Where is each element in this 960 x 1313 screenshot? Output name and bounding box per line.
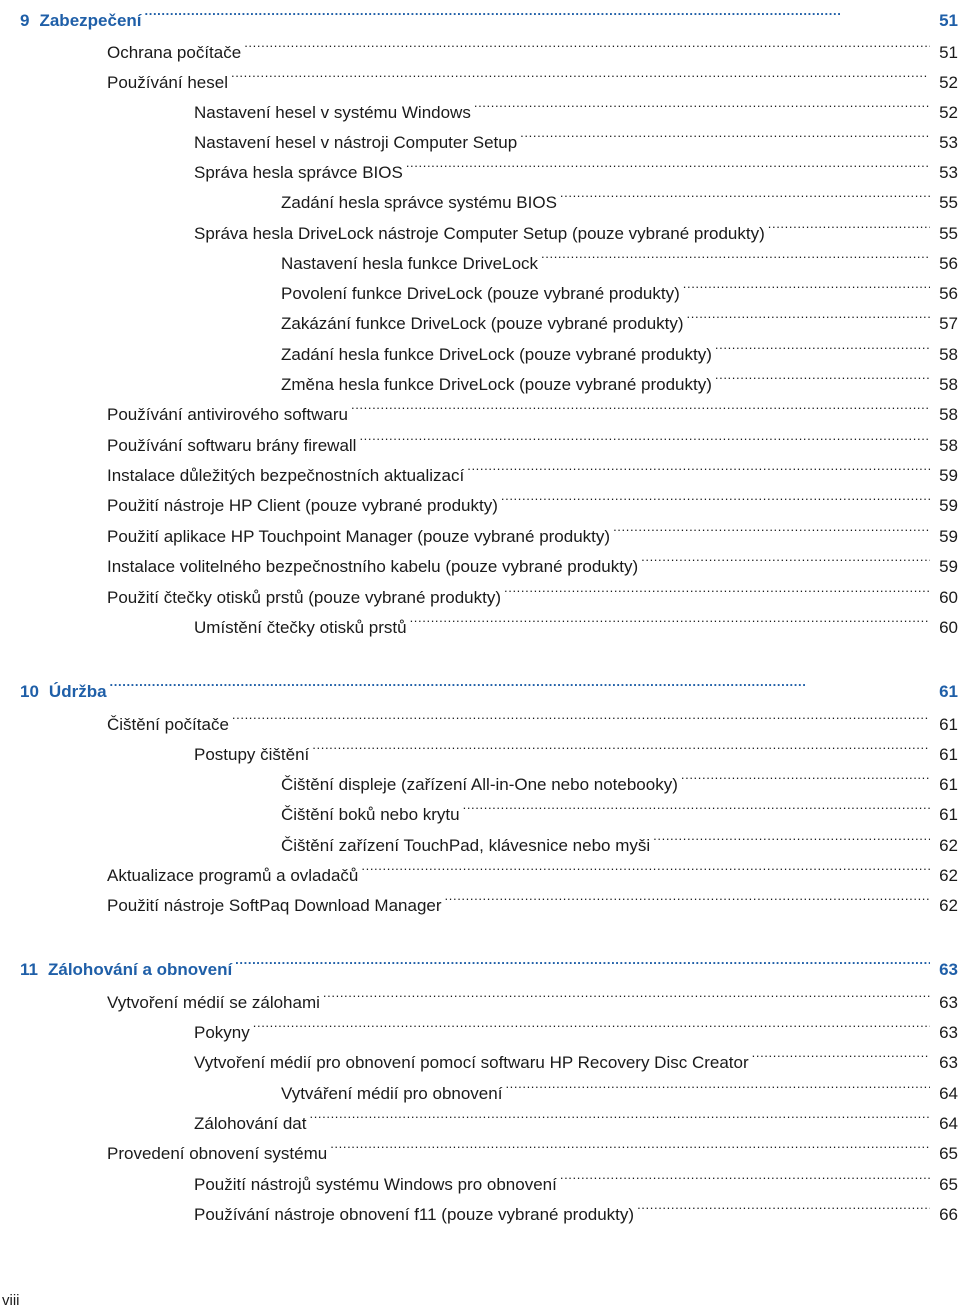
page-number: 61: [939, 745, 958, 764]
page-number: 57: [939, 314, 958, 333]
toc-entry[interactable]: [281, 821, 958, 855]
toc-entry[interactable]: [281, 360, 958, 394]
toc-entry[interactable]: [107, 481, 958, 515]
page-number: 65: [939, 1175, 958, 1194]
entry-title: Čištění zařízení TouchPad, klávesnice nebo myši: [281, 836, 651, 855]
toc-chapter-9[interactable]: [20, 0, 958, 30]
dot-leader: [715, 330, 930, 360]
page-number: 56: [939, 254, 958, 273]
dot-leader: [715, 360, 930, 390]
toc-entry[interactable]: [107, 700, 958, 734]
toc-entry[interactable]: [107, 978, 958, 1012]
entry-title: Nastavení hesla funkce DriveLock: [281, 254, 539, 273]
page-number: 53: [939, 133, 958, 152]
page-number: 65: [939, 1144, 958, 1163]
dot-leader: [330, 1129, 930, 1159]
dot-leader: [560, 1160, 930, 1190]
page-number: 51: [939, 43, 958, 62]
page-number: 62: [939, 896, 958, 915]
page-number: 61: [939, 682, 958, 701]
footer-page-number: viii: [2, 1292, 20, 1309]
page-number: 58: [939, 375, 958, 394]
entry-title: Použití nástrojů systému Windows pro obnovení: [194, 1175, 557, 1194]
toc-entry[interactable]: [107, 390, 958, 424]
page-number: 53: [939, 163, 958, 182]
toc-entry[interactable]: [281, 790, 958, 824]
entry-title: Použití čtečky otisků prstů (pouze vybrané produkty): [107, 588, 502, 607]
page-number: 52: [939, 103, 958, 122]
dot-leader: [504, 573, 930, 603]
entry-title: Postupy čištění: [194, 745, 310, 764]
entry-title: Vytvoření médií pro obnovení pomocí softwaru HP Recovery Disc Creator: [194, 1053, 749, 1072]
entry-title: Umístění čtečky otisků prstů: [194, 618, 407, 637]
entry-title: Povolení funkce DriveLock (pouze vybrané produkty): [281, 284, 680, 303]
entry-title: Zálohování dat: [194, 1114, 307, 1133]
toc-entry[interactable]: [194, 1160, 958, 1194]
toc-entry[interactable]: [194, 148, 958, 182]
page-number: 62: [939, 836, 958, 855]
dot-leader: [641, 542, 930, 572]
chapter-title: Zálohování a obnovení: [47, 960, 233, 979]
page-number: 61: [939, 775, 958, 794]
dot-leader: [410, 603, 930, 633]
page-number: 63: [939, 1053, 958, 1072]
dot-leader: [232, 700, 930, 730]
toc-entry[interactable]: [194, 730, 958, 764]
toc-entry[interactable]: [107, 1129, 958, 1163]
dot-leader: [687, 299, 930, 329]
page-number: 63: [939, 960, 958, 979]
dot-leader: [253, 1008, 930, 1038]
toc-entry[interactable]: [281, 178, 958, 212]
entry-title: Aktualizace programů a ovladačů: [107, 866, 359, 885]
dot-leader: [463, 790, 930, 820]
toc-entry[interactable]: [281, 760, 958, 794]
toc-entry[interactable]: [107, 512, 958, 546]
dot-leader: [361, 851, 930, 881]
entry-title: Ochrana počítače: [107, 43, 242, 62]
entry-title: Instalace důležitých bezpečnostních aktualizací: [107, 466, 465, 485]
toc-chapter-10[interactable]: [20, 667, 958, 701]
entry-title: Používání antivirového softwaru: [107, 405, 348, 424]
dot-leader: [235, 945, 930, 975]
toc-entry[interactable]: [107, 573, 958, 607]
page-number: 51: [939, 11, 958, 30]
entry-title: Použití nástroje SoftPaq Download Manager: [107, 896, 442, 915]
toc-entry[interactable]: [281, 239, 958, 273]
dot-leader: [681, 760, 930, 790]
entry-title: Použití nástroje HP Client (pouze vybrané produkty): [107, 496, 498, 515]
dot-leader: [110, 667, 930, 697]
page-number: 55: [939, 193, 958, 212]
toc-entry[interactable]: [194, 1038, 958, 1072]
page-number: 64: [939, 1114, 958, 1133]
toc-entry[interactable]: [194, 603, 958, 637]
dot-leader: [520, 118, 930, 148]
toc-entry[interactable]: [107, 58, 958, 92]
page-number: 58: [939, 436, 958, 455]
toc-entry[interactable]: [194, 1008, 958, 1042]
dot-leader: [145, 0, 930, 26]
entry-title: Zadání hesla funkce DriveLock (pouze vybrané produkty): [281, 345, 712, 364]
dot-leader: [323, 978, 930, 1008]
entry-title: Vytvoření médií se zálohami: [107, 993, 320, 1012]
dot-leader: [351, 390, 930, 420]
entry-title: Používání nástroje obnovení f11 (pouze vybrané produkty): [194, 1205, 635, 1224]
page-number: 59: [939, 557, 958, 576]
dot-leader: [560, 178, 930, 208]
chapter-number: 9: [20, 11, 30, 30]
dot-leader: [474, 88, 930, 118]
page-number: 66: [939, 1205, 958, 1224]
dot-leader: [752, 1038, 930, 1068]
toc-entry[interactable]: [281, 299, 958, 333]
toc-entry[interactable]: [107, 881, 958, 915]
page-number: 61: [939, 805, 958, 824]
entry-title: Pokyny: [194, 1023, 250, 1042]
page-number: 60: [939, 588, 958, 607]
dot-leader: [653, 821, 930, 851]
dot-leader: [541, 239, 930, 269]
dot-leader: [505, 1069, 930, 1099]
chapter-title: Údržba: [48, 682, 107, 701]
entry-title: Používání softwaru brány firewall: [107, 436, 357, 455]
page-number: 62: [939, 866, 958, 885]
page-number: 52: [939, 73, 958, 92]
page-number: 59: [939, 527, 958, 546]
page-number: 59: [939, 496, 958, 515]
entry-title: Použití aplikace HP Touchpoint Manager (pouze vybrané produkty): [107, 527, 611, 546]
chapter-number: 10: [20, 682, 39, 701]
dot-leader: [768, 209, 930, 239]
toc-entry[interactable]: [194, 1099, 958, 1133]
page-number: 63: [939, 993, 958, 1012]
dot-leader: [613, 512, 930, 542]
toc-entry[interactable]: [281, 330, 958, 364]
dot-leader: [501, 481, 930, 511]
dot-leader: [445, 881, 930, 911]
page-number: 55: [939, 224, 958, 243]
entry-title: Vytváření médií pro obnovení: [281, 1084, 503, 1103]
entry-title: Čištění boků nebo krytu: [281, 805, 460, 824]
dot-leader: [231, 58, 930, 88]
toc-entry[interactable]: [107, 542, 958, 576]
dot-leader: [359, 421, 930, 451]
dot-leader: [467, 451, 930, 481]
toc-entry[interactable]: [107, 851, 958, 885]
page-number: 63: [939, 1023, 958, 1042]
entry-title: Instalace volitelného bezpečnostního kabelu (pouze vybrané produkty): [107, 557, 639, 576]
entry-title: Provedení obnovení systému: [107, 1144, 328, 1163]
page-number: 60: [939, 618, 958, 637]
toc-entry[interactable]: [194, 1190, 958, 1224]
entry-title: Nastavení hesel v nástroji Computer Setup: [194, 133, 518, 152]
dot-leader: [312, 730, 930, 760]
entry-title: Správa hesla DriveLock nástroje Computer Setup (pouze vybrané produkty): [194, 224, 765, 243]
toc-entry[interactable]: [107, 421, 958, 455]
toc-entry[interactable]: [194, 118, 958, 152]
page-number: 56: [939, 284, 958, 303]
toc-entry[interactable]: [281, 269, 958, 303]
dot-leader: [244, 28, 930, 58]
toc-chapter-11[interactable]: [20, 945, 958, 979]
toc-entry[interactable]: [281, 1069, 958, 1103]
page-number: 58: [939, 405, 958, 424]
entry-title: Zakázání funkce DriveLock (pouze vybrané produkty): [281, 314, 684, 333]
dot-leader: [683, 269, 930, 299]
dot-leader: [309, 1099, 930, 1129]
chapter-title: Zabezpečení: [39, 11, 142, 30]
chapter-number: 11: [20, 960, 38, 979]
entry-title: Správa hesla správce BIOS: [194, 163, 403, 182]
dot-leader: [637, 1190, 930, 1220]
entry-title: Změna hesla funkce DriveLock (pouze vybrané produkty): [281, 375, 712, 394]
page-number: 59: [939, 466, 958, 485]
toc-entry[interactable]: [194, 88, 958, 122]
toc-entry[interactable]: [107, 28, 958, 62]
entry-title: Používání hesel: [107, 73, 228, 92]
page-number: 58: [939, 345, 958, 364]
entry-title: Čištění počítače: [107, 715, 229, 734]
toc-entry[interactable]: [107, 451, 958, 485]
entry-title: Zadání hesla správce systému BIOS: [281, 193, 557, 212]
dot-leader: [406, 148, 930, 178]
toc-entry[interactable]: [194, 209, 958, 243]
page-number: 61: [939, 715, 958, 734]
page-number: 64: [939, 1084, 958, 1103]
entry-title: Čištění displeje (zařízení All-in-One nebo notebooky): [281, 775, 678, 794]
entry-title: Nastavení hesel v systému Windows: [194, 103, 471, 122]
